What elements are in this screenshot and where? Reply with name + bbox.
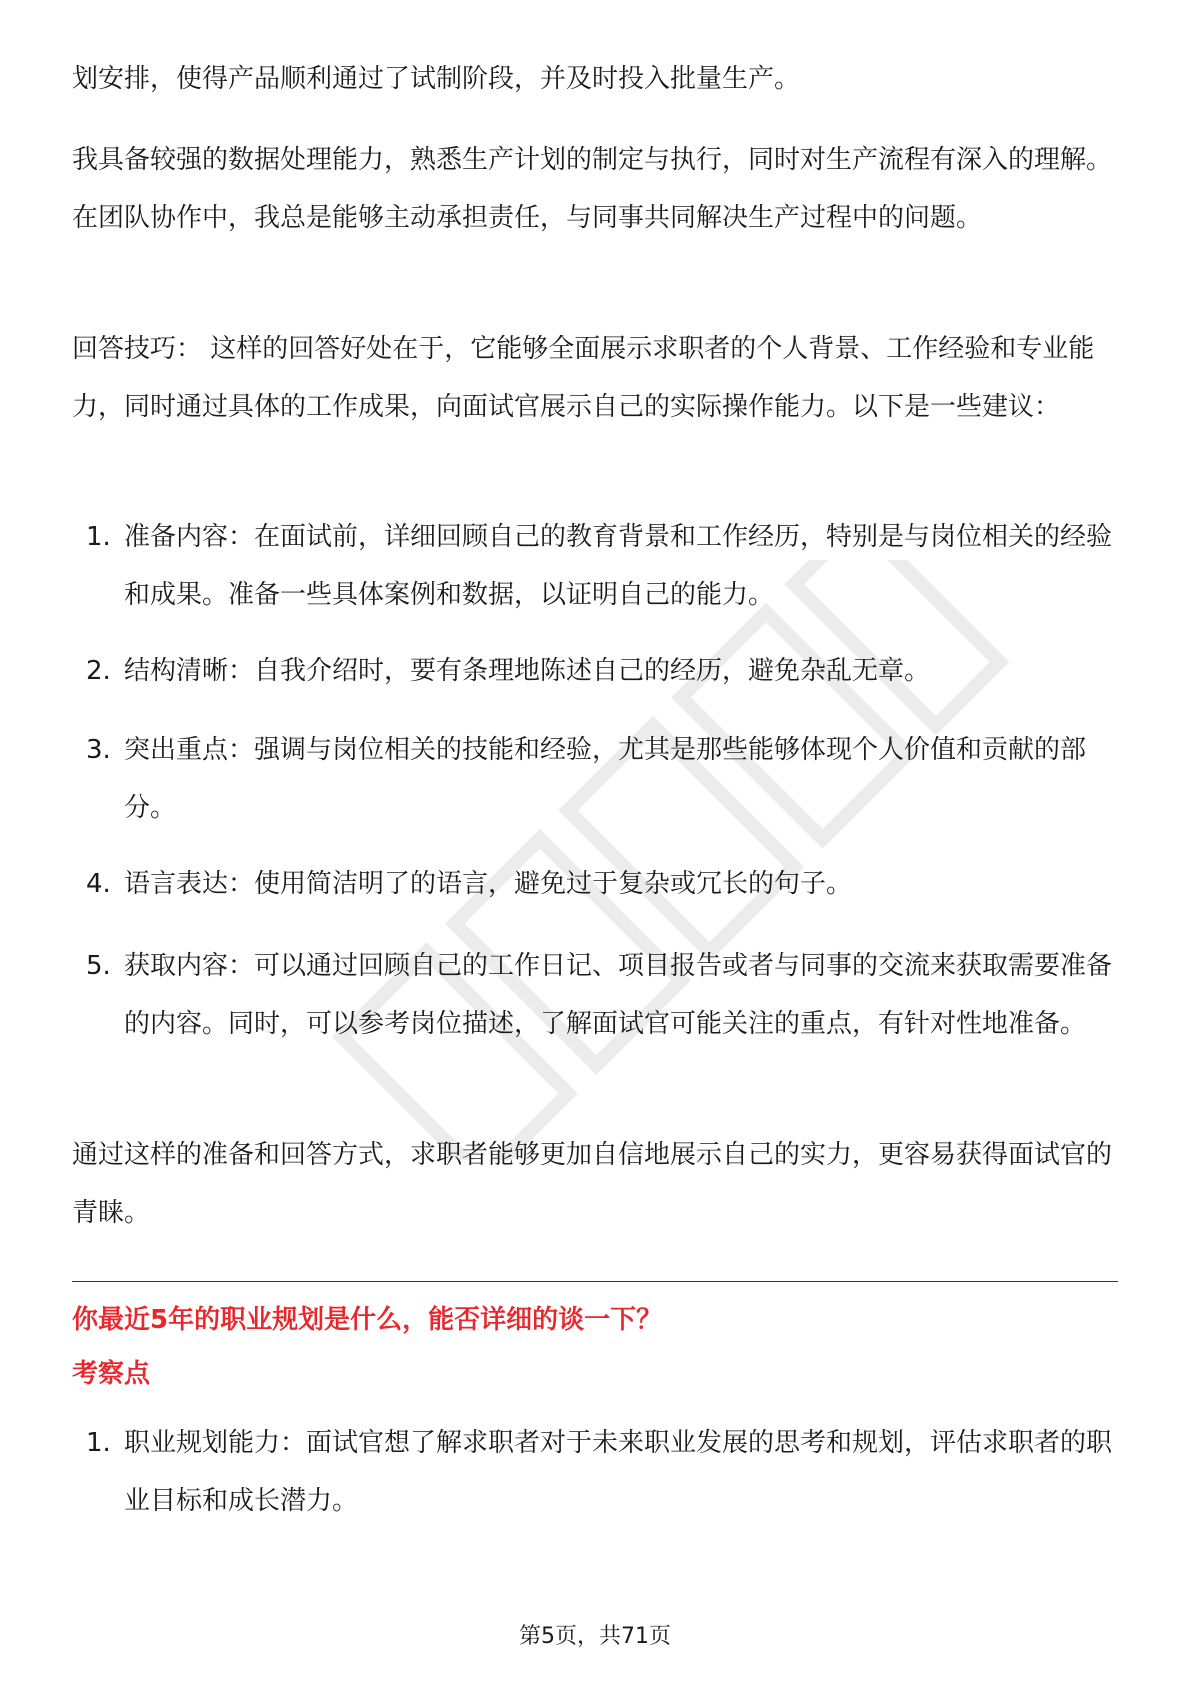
list-number: 4. — [86, 869, 111, 899]
list-text: 职业规划能力：面试官想了解求职者对于未来职业发展的思考和规划，评估求职者的职业目标和成长潜力。 — [124, 1428, 1113, 1516]
list-number: 3. — [86, 735, 111, 765]
list-text: 获取内容：可以通过回顾自己的工作日记、项目报告或者与同事的交流来获取需要准备的内容。同时，可以参考岗位描述，了解面试官可能关注的重点，有针对性地准备。 — [124, 951, 1113, 1039]
list-text: 突出重点：强调与岗位相关的技能和经验，尤其是那些能够体现个人价值和贡献的部分。 — [124, 735, 1087, 823]
list-number: 1. — [86, 1428, 111, 1458]
section-heading: 考察点 — [72, 1359, 151, 1389]
list-number: 5. — [86, 951, 111, 981]
list-text: 语言表达：使用简洁明了的语言，避免过于复杂或冗长的句子。 — [124, 869, 853, 899]
section-divider — [72, 1281, 1118, 1282]
paragraph-conclusion: 通过这样的准备和回答方式，求职者能够更加自信地展示自己的实力，更容易获得面试官的青睐。 — [72, 1140, 1113, 1228]
paragraph-abilities: 我具备较强的数据处理能力，熟悉生产计划的制定与执行，同时对生产流程有深入的理解。在团队协作中，我总是能够主动承担责任，与同事共同解决生产过程中的问题。 — [72, 145, 1113, 233]
page-number: 第5页，共71页 — [519, 1624, 671, 1649]
list-number: 2. — [86, 656, 111, 686]
paragraph-continued: 划安排，使得产品顺利通过了试制阶段，并及时投入批量生产。 — [72, 64, 801, 94]
list-number: 1. — [86, 522, 111, 552]
list-text: 结构清晰：自我介绍时，要有条理地陈述自己的经历，避免杂乱无章。 — [124, 656, 931, 686]
list-text: 准备内容：在面试前，详细回顾自己的教育背景和工作经历，特别是与岗位相关的经验和成果。准备一些具体案例和数据，以证明自己的能力。 — [124, 522, 1113, 610]
question-title: 你最近5年的职业规划是什么，能否详细的谈一下？ — [72, 1305, 663, 1335]
paragraph-answer-tips: 回答技巧： 这样的回答好处在于，它能够全面展示求职者的个人背景、工作经验和专业能力，同时通过具体的工作成果，向面试官展示自己的实际操作能力。以下是一些建议： — [72, 334, 1095, 422]
